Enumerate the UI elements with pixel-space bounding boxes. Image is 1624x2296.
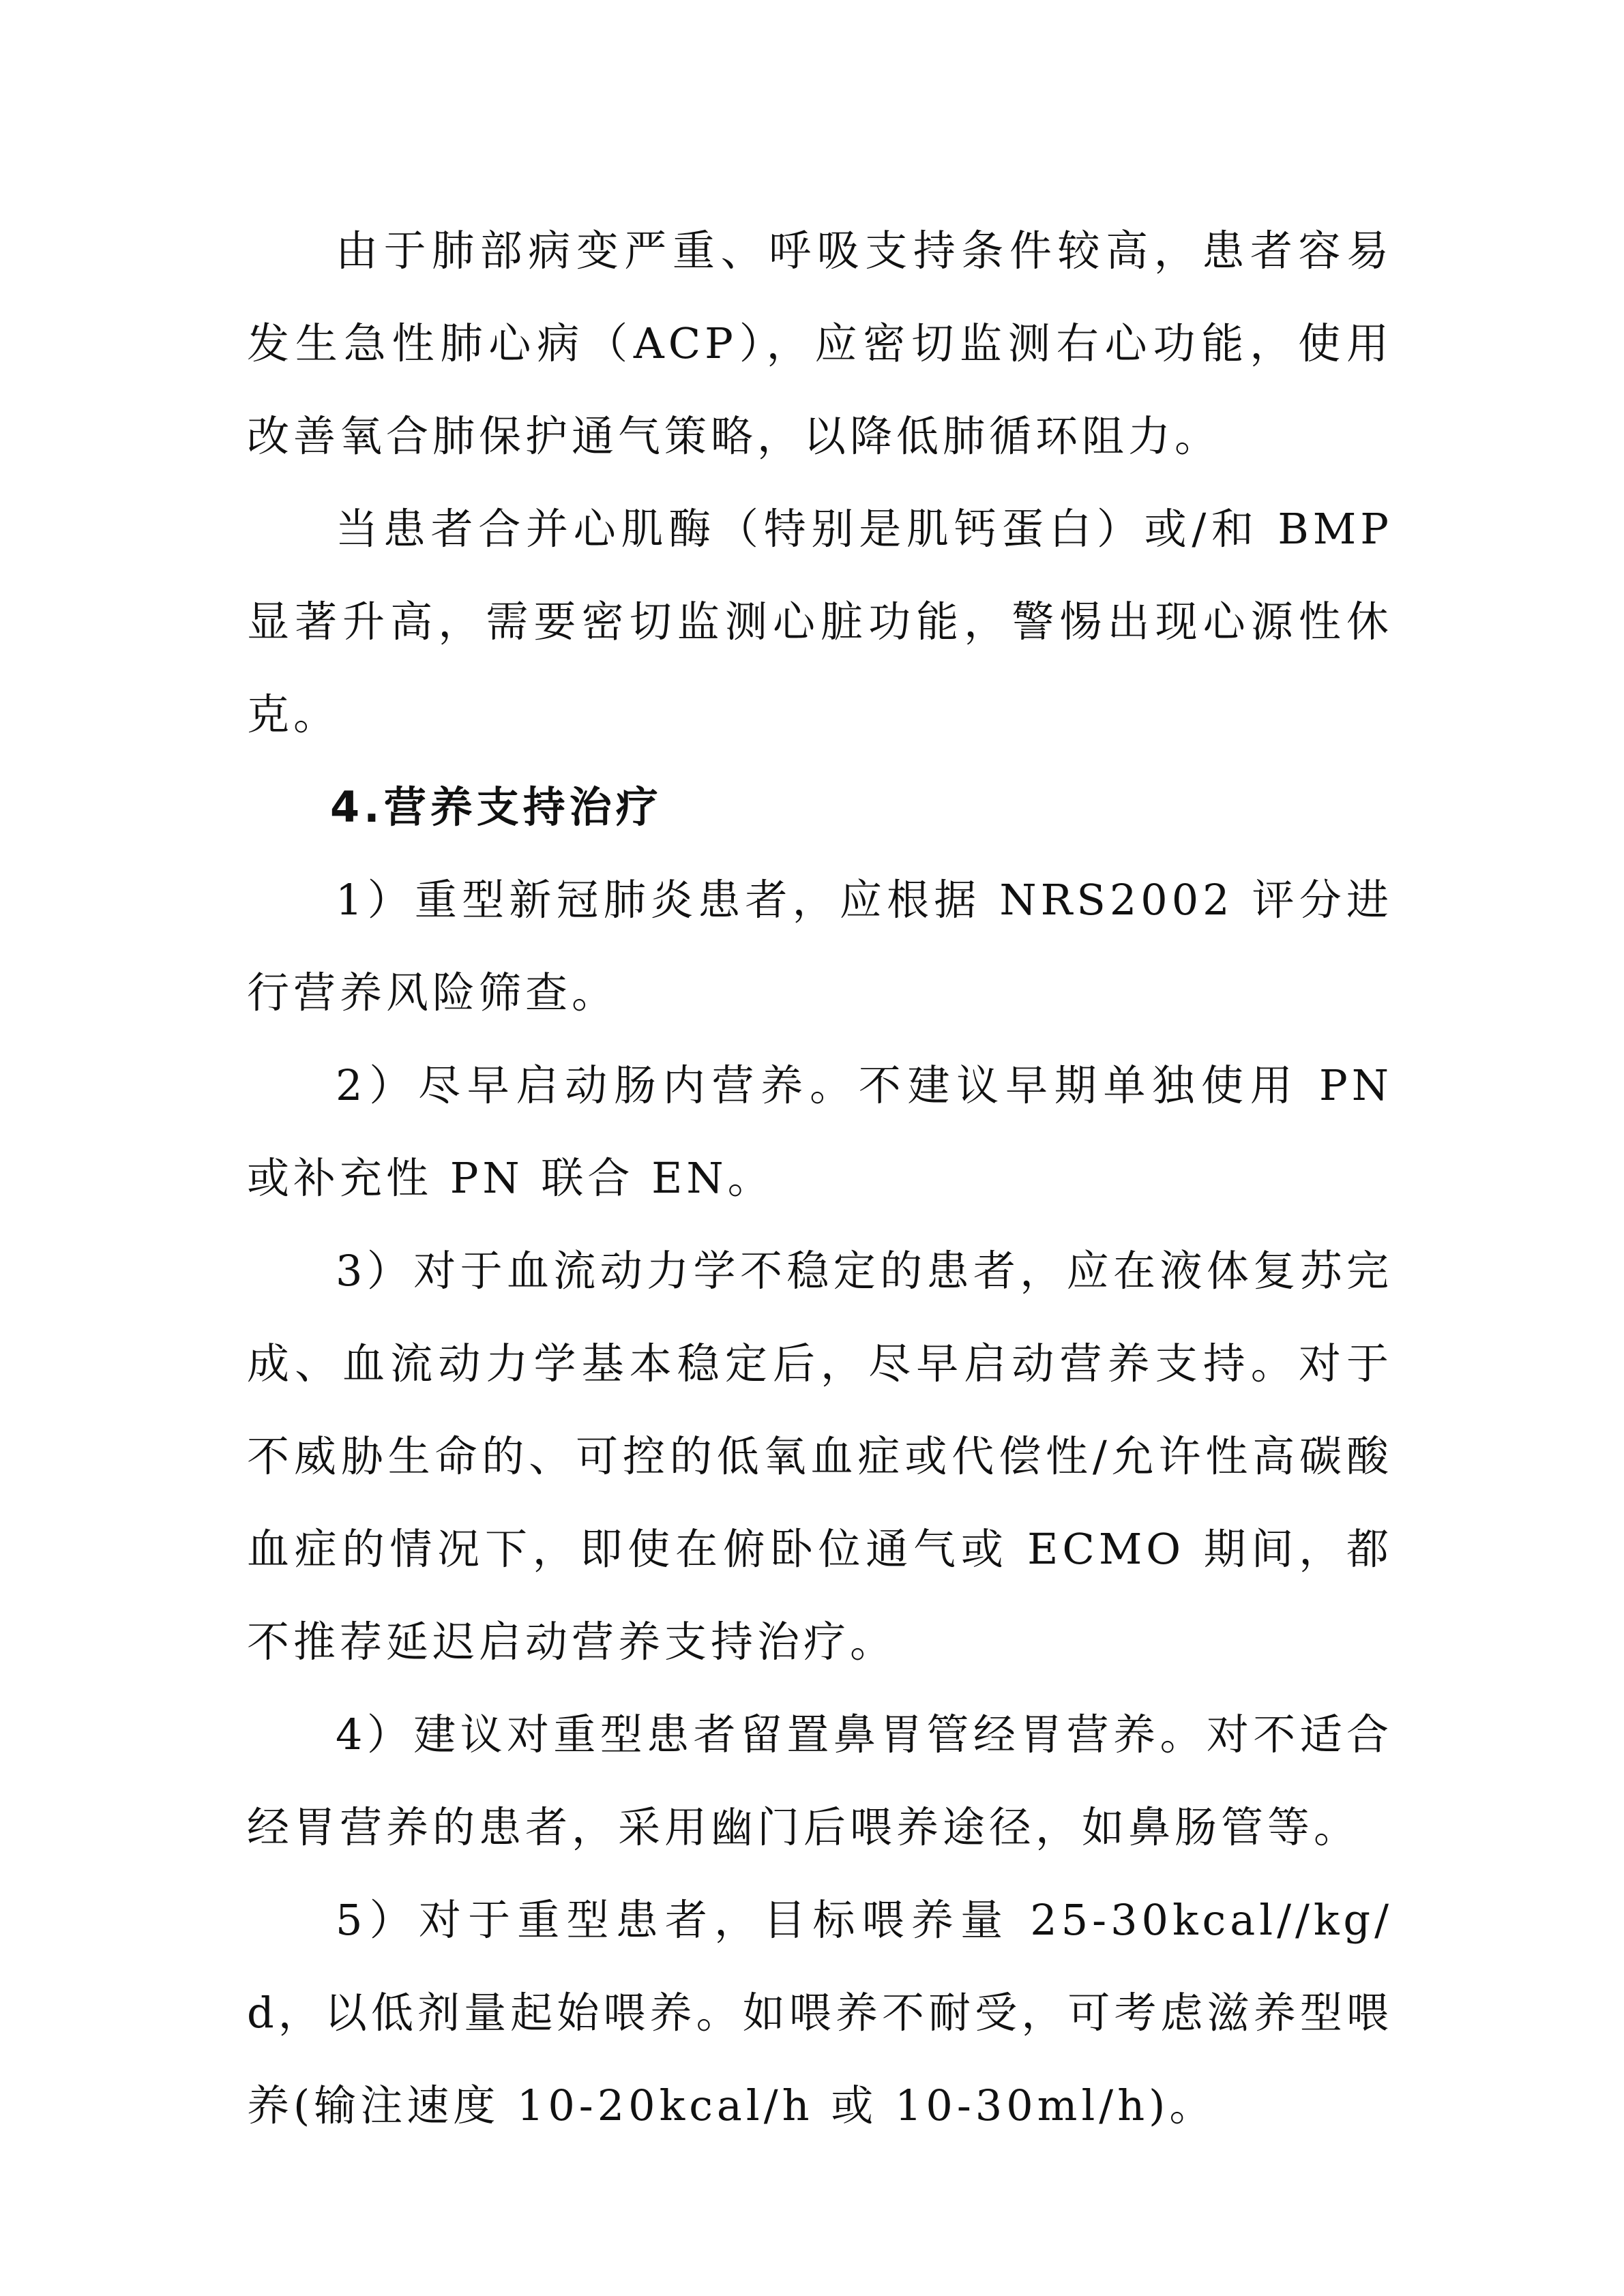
list-item-1: 1）重型新冠肺炎患者，应根据 NRS2002 评分进行营养风险筛查。 [247,875,1393,1017]
paragraph-myocardial: 当患者合并心肌酶（特别是肌钙蛋白）或/和 BMP 显著升高，需要密切监测心脏功能，警惕出现心源性休克。 [247,504,1393,739]
section-heading-nutrition: 4.营养支持治疗 [330,782,662,832]
list-item-5: 5）对于重型患者，目标喂养量 25-30kcal//kg/d，以低剂量起始喂养。如喂养不耐受，可考虑滋养型喂养(输注速度 10-20kcal/h 或 10-30ml/h)。 [247,1895,1393,2130]
document-body [247,205,1393,2152]
list-item-2: 2）尽早启动肠内营养。不建议早期单独使用 PN 或补充性 PN 联合 EN。 [247,1060,1393,1203]
list-item-3: 3）对于血流动力学不稳定的患者，应在液体复苏完成、血流动力学基本稳定后，尽早启动营养支持。对于不威胁生命的、可控的低氧血症或代偿性/允许性高碳酸血症的情况下，即使在俯卧位通气或 ECMO 期间，都不推荐延迟启动营养支持治疗。 [247,1246,1393,1667]
paragraph-acp: 由于肺部病变严重、呼吸支持条件较高，患者容易发生急性肺心病（ACP），应密切监测右心功能，使用改善氧合肺保护通气策略，以降低肺循环阻力。 [247,226,1393,461]
list-item-4: 4）建议对重型患者留置鼻胃管经胃营养。对不适合经胃营养的患者，采用幽门后喂养途径，如鼻肠管等。 [247,1710,1393,1852]
